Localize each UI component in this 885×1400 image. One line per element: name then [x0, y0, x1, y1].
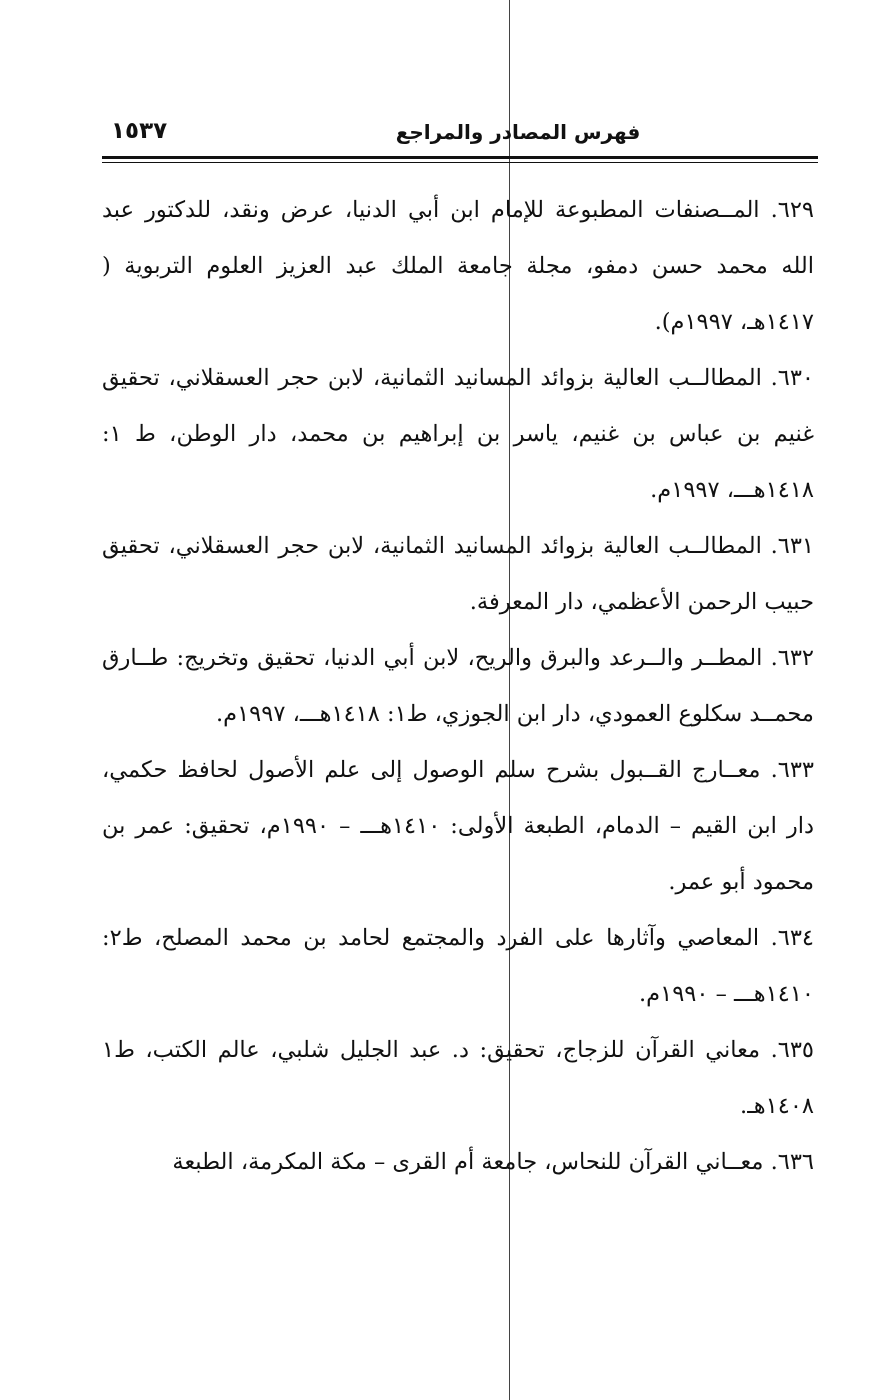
bibliography-entry-630: ٦٣٠. المطالــب العالية بزوائد المسانيد الثمانية، لابن حجر العسقلاني، تحقيق غنيم بن عباس بن غنيم، ياسر بن إبراهيم بن محمد، دار الوطن، ط ١: ١٤١٨هـــ، ١٩٩٧م. — [102, 365, 814, 503]
bibliography-entry-632: ٦٣٢. المطــر والــرعد والبرق والريح، لابن أبي الدنيا، تحقيق وتخريج: طــارق محمــد سكلوع العمودي، دار ابن الجوزي، ط١: ١٤١٨هـــ، ١٩٩٧م. — [102, 645, 814, 727]
bibliography-entry-631: ٦٣١. المطالــب العالية بزوائد المسانيد الثمانية، لابن حجر العسقلاني، تحقيق حبيب الرحمن الأعظمي، دار المعرفة. — [102, 533, 814, 615]
page-header — [105, 118, 817, 154]
header-rule-thin — [102, 162, 818, 163]
bibliography-entry-635: ٦٣٥. معاني القرآن للزجاج، تحقيق: د. عبد الجليل شلبي، عالم الكتب، ط١ ١٤٠٨هـ. — [102, 1037, 814, 1119]
bibliography-entry-629: ٦٢٩. المــصنفات المطبوعة للإمام ابن أبي الدنيا، عرض ونقد، للدكتور عبد الله محمد حسن دمفو، مجلة جامعة الملك عبد العزيز العلوم التربوية ( ١٤١٧هـ، ١٩٩٧م). — [102, 197, 814, 335]
running-title: فهرس المصادر والمراجع — [395, 120, 641, 144]
bibliography-list — [102, 182, 814, 1190]
page-number: ١٥٣٧ — [111, 118, 168, 144]
bibliography-entry-636: ٦٣٦. معــاني القرآن للنحاس، جامعة أم القرى – مكة المكرمة، الطبعة — [172, 1149, 814, 1175]
header-rule-thick — [102, 156, 818, 159]
bibliography-entry-634: ٦٣٤. المعاصي وآثارها على الفرد والمجتمع لحامد بن محمد المصلح، ط٢: ١٤١٠هـــ – ١٩٩٠م. — [102, 925, 814, 1007]
bibliography-entry-633: ٦٣٣. معــارج القــبول بشرح سلم الوصول إلى علم الأصول لحافظ حكمي، دار ابن القيم – الدمام، الطبعة الأولى: ١٤١٠هـــ – ١٩٩٠م، تحقيق: عمر بن محمود أبو عمر. — [102, 757, 814, 895]
